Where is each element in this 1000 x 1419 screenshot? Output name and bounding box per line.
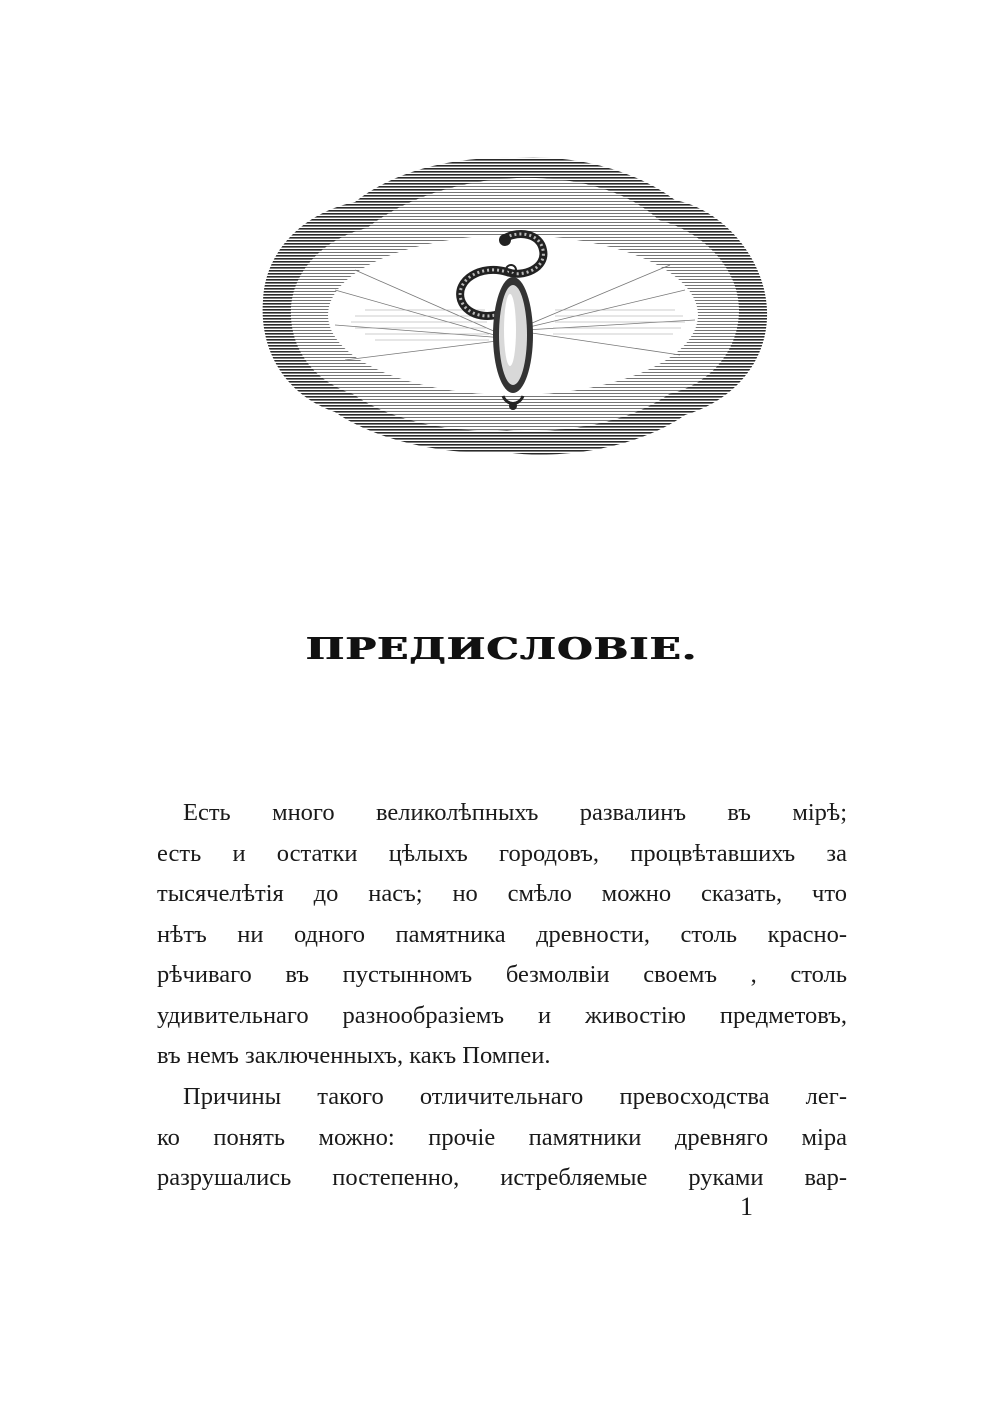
text-line: ко понять можно: прочіе памятники древняго міра xyxy=(157,1123,847,1151)
text-line: удивительнаго разнообразіемъ и живостію предметовъ, xyxy=(157,1001,847,1029)
text-line: есть и остатки цѣлыхъ городовъ, процвѣтавшихъ за xyxy=(157,839,847,867)
text-line: разрушались постепенно, истребляемые руками вар- xyxy=(157,1164,847,1191)
text-line: Есть много великолѣпныхъ развалинъ въ мірѣ; xyxy=(183,799,847,826)
page-title: ПРЕДИСЛОВІЕ. xyxy=(305,632,697,667)
text-line: тысячелѣтія до насъ; но смѣло можно сказать, что xyxy=(157,880,847,907)
vignette-illustration xyxy=(255,150,775,460)
paragraph-1 xyxy=(157,793,847,1077)
text-line: Причины такого отличительнаго превосходства лег- xyxy=(183,1083,847,1110)
text-line: рѣчиваго въ пустынномъ безмолвіи своемъ , столь xyxy=(157,961,847,988)
text-line: въ немъ заключенныхъ, какъ Помпеи. xyxy=(157,1042,551,1069)
paragraph-2 xyxy=(157,1077,847,1199)
page-number: 1 xyxy=(740,1192,753,1221)
text-line: нѣтъ ни одного памятника древности, столь красно- xyxy=(157,920,847,948)
